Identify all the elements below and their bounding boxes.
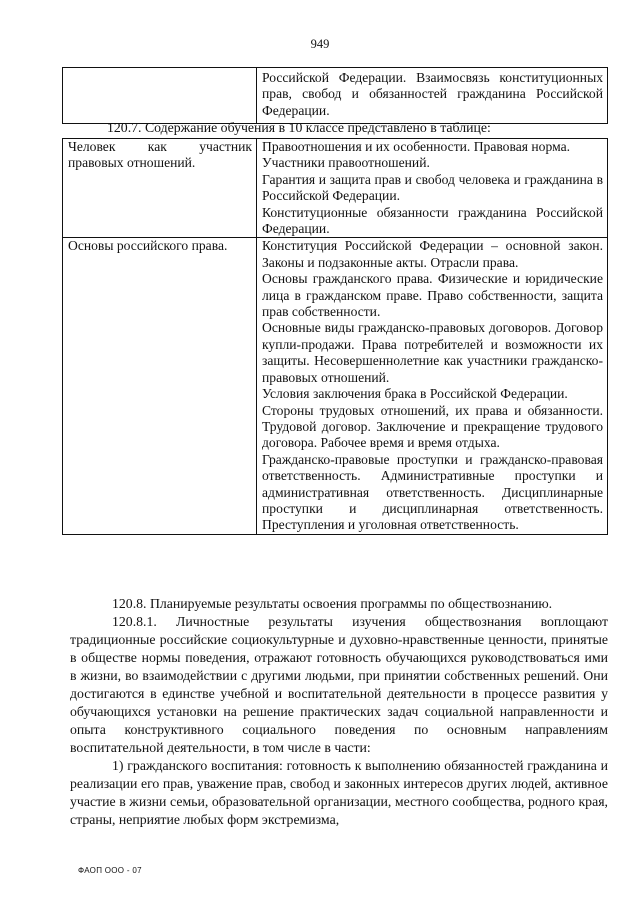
content-paragraph: Правоотношения и их особенности. Правовая норма.: [262, 139, 571, 154]
body-text: [70, 595, 608, 829]
footer-code: ФАОП ООО - 07: [78, 866, 142, 875]
table-caption: 120.7. Содержание обучения в 10 классе представлено в таблице:: [107, 120, 491, 135]
body-paragraph: 1) гражданского воспитания: готовность к выполнению обязанностей гражданина и реализации его прав, уважение прав, свобод и законных интересов других людей, активное участие в жизни семьи, образовательной организации, местного сообщества, родного края, страны, неприятие любых форм экстремизма,: [70, 758, 608, 827]
table-row: [63, 238, 608, 534]
table-row: [63, 68, 608, 124]
table-cell-right: Российской Федерации. Взаимосвязь конституционных прав, свобод и обязанностей гражданина Российской Федерации.: [257, 68, 608, 124]
content-cell: [257, 238, 608, 534]
content-paragraph: Конституционные обязанности гражданина Российской Федерации.: [262, 204, 603, 237]
content-paragraph: Гражданско-правовые проступки и гражданско-правовая ответственность. Административные проступки и административная ответственность. Дисциплинарные проступки и дисциплинарная ответственность. Преступления и уголовная ответственность.: [262, 451, 603, 533]
body-paragraph: 120.8.1. Личностные результаты изучения обществознания воплощают традиционные российские социокультурные и духовно-нравственные ценности, принятые в обществе нормы поведения, отражают готовность обучающихся руководствоваться ими в жизни, во взаимодействии с другими людьми, при принятии собственных решений. Они достигаются в единстве учебной и воспитательной деятельности в процессе развития у обучающихся установки на решение практических задач социальной направленности и опыта конструктивного социального поведения по основным направлениям воспитательной деятельности, в том числе в части:: [70, 614, 608, 755]
continued-table: [62, 67, 608, 124]
table-row: [63, 139, 608, 238]
table-cell-left: [63, 68, 257, 124]
content-table: [62, 138, 608, 535]
content-paragraph: Стороны трудовых отношений, их права и обязанности. Трудовой договор. Заключение и прекращение трудового договора. Рабочее время и время отдыха.: [262, 402, 603, 451]
content-paragraph: Основные виды гражданско-правовых договоров. Договор купли-продажи. Права потребителей и возможности их защиты. Несовершеннолетние как участники гражданско-правовых отношений.: [262, 320, 603, 385]
content-paragraph: Условия заключения брака в Российской Федерации.: [262, 386, 568, 402]
content-cell: [257, 139, 608, 238]
content-paragraph: Конституция Российской Федерации – основной закон. Законы и подзаконные акты. Отрасли права.: [262, 238, 603, 270]
topic-cell: Человек как участник правовых отношений.: [63, 139, 257, 238]
content-paragraph: Гарантия и защита прав и свобод человека и гражданина в Российской Федерации.: [262, 171, 603, 204]
body-paragraph: 120.8. Планируемые результаты освоения программы по обществознанию.: [112, 596, 553, 611]
content-paragraph: Основы гражданского права. Физические и юридические лица в гражданском праве. Право собственности, защита прав собственности.: [262, 271, 603, 320]
content-paragraph: Участники правоотношений.: [262, 155, 430, 171]
page-number: 949: [310, 37, 330, 51]
topic-cell: Основы российского права.: [63, 238, 257, 534]
